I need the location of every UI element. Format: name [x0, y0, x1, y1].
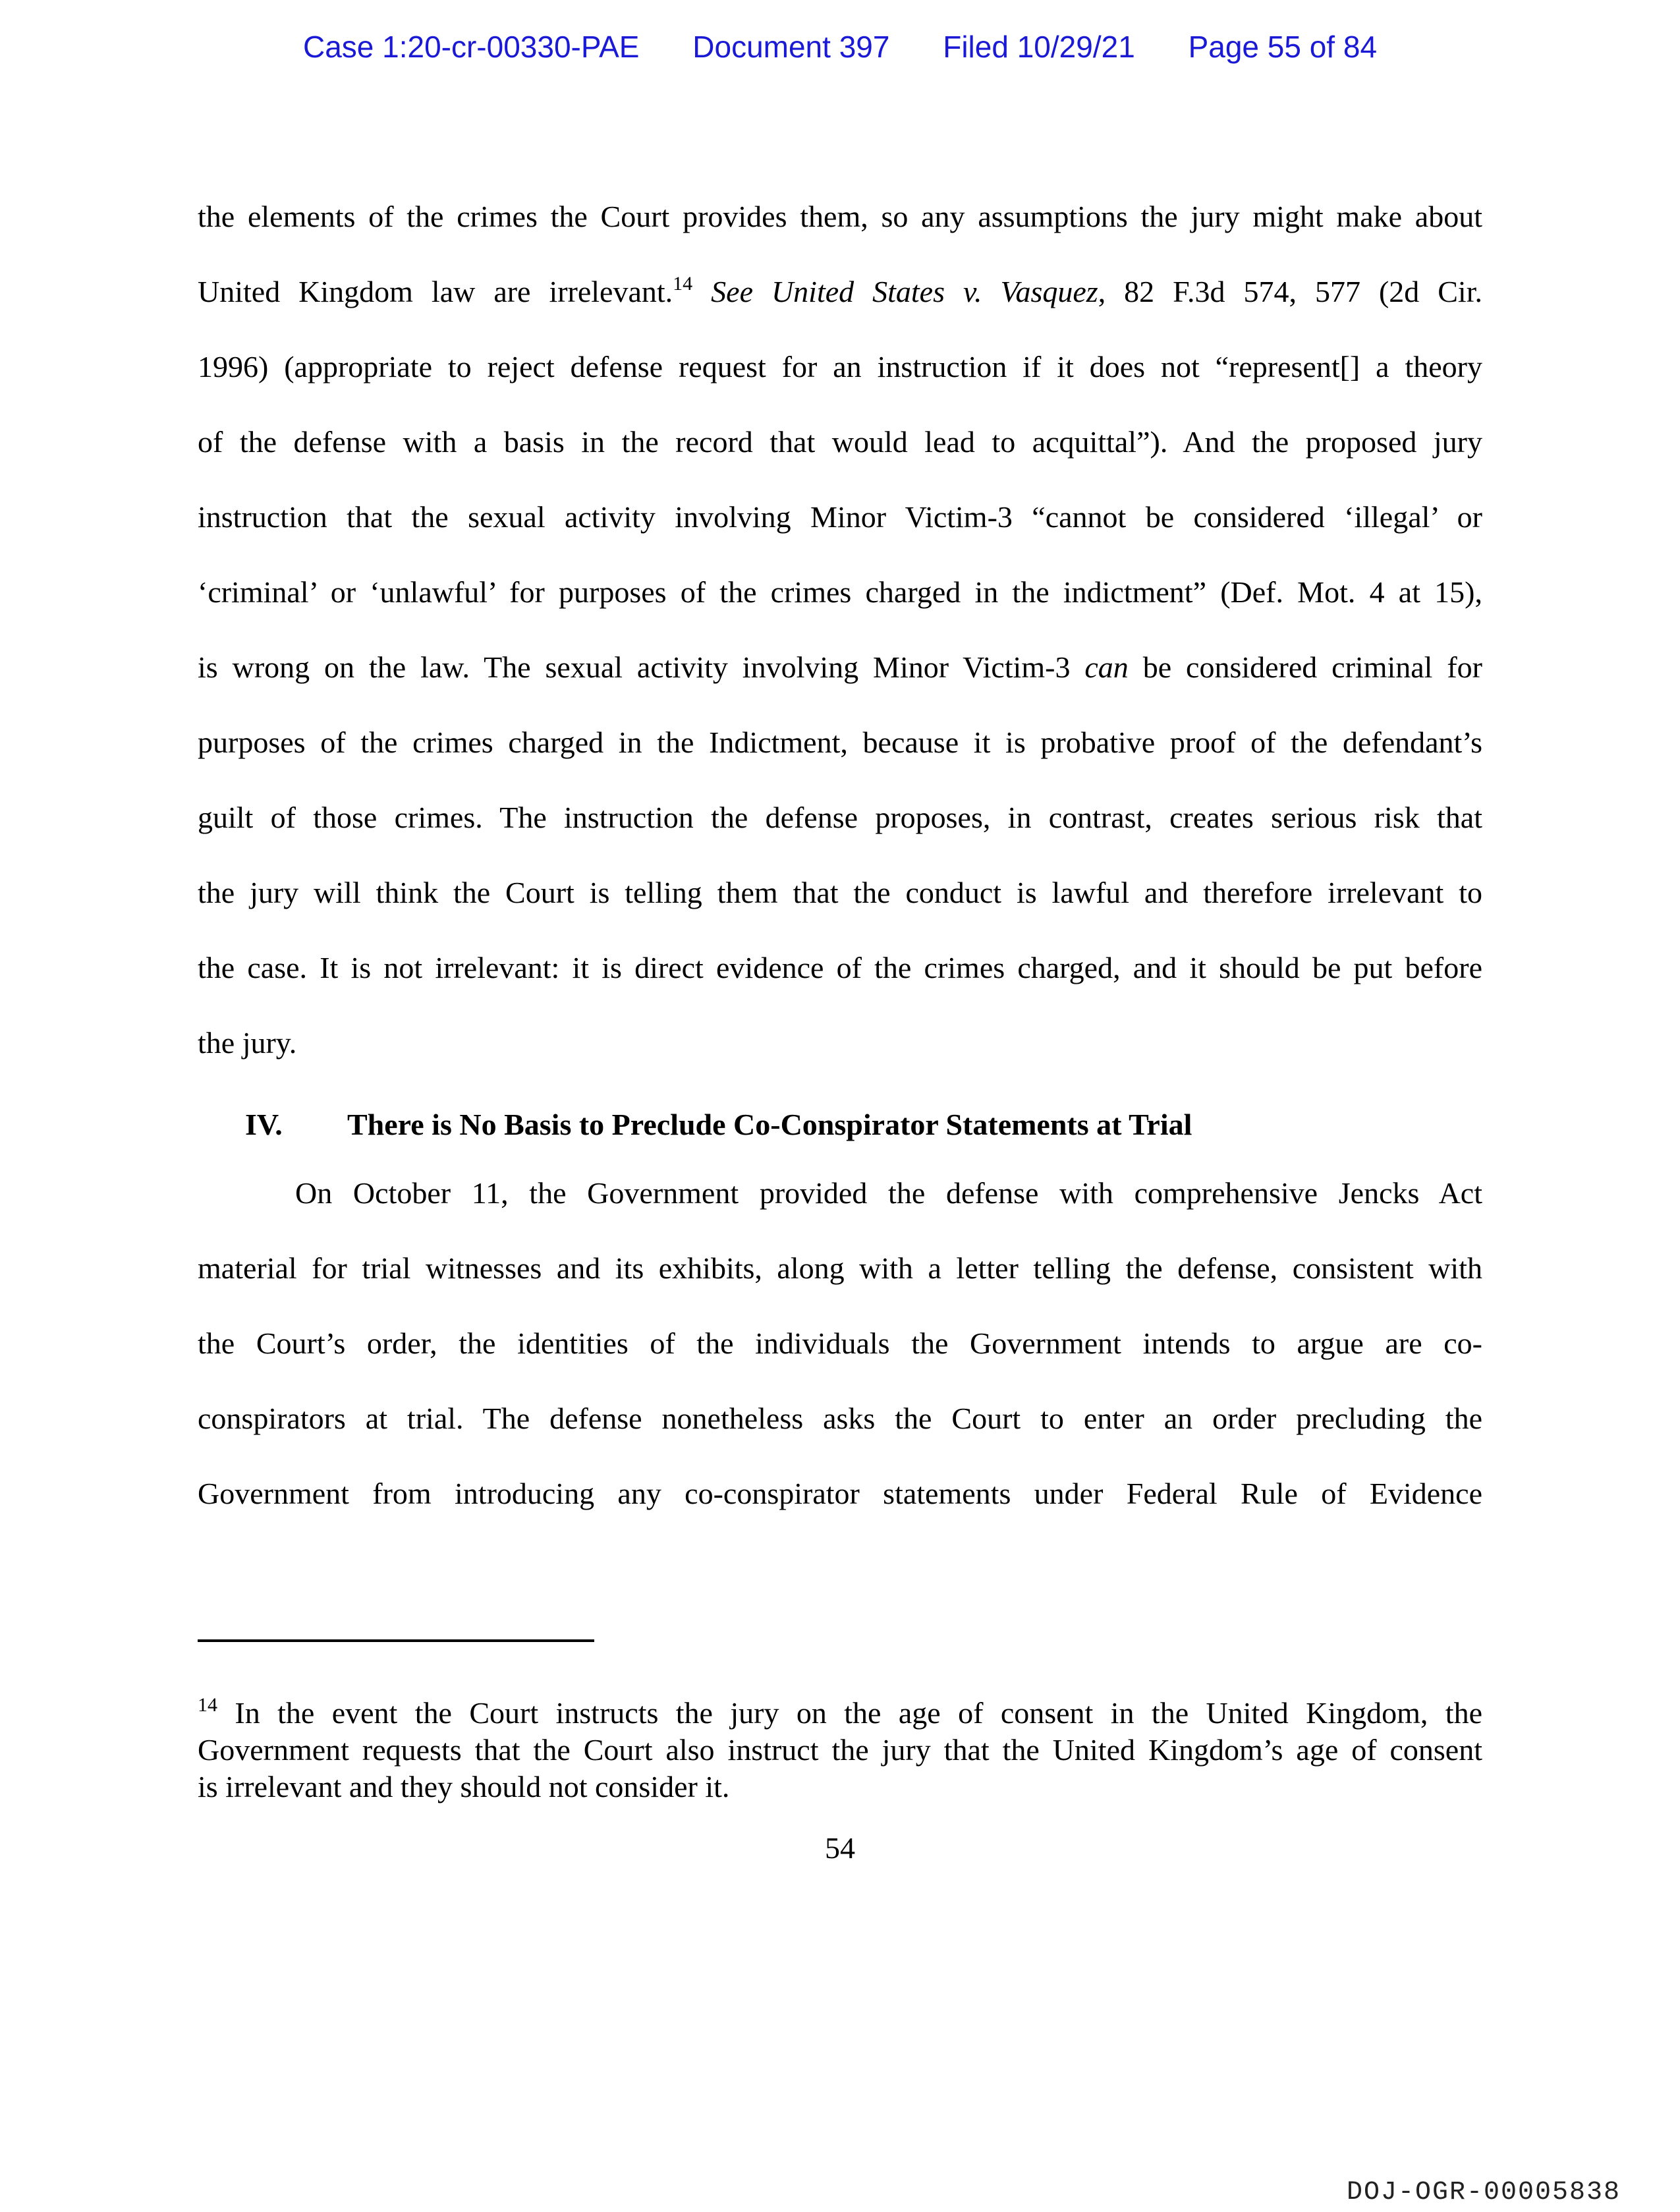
section-title: There is No Basis to Preclude Co-Conspirator Statements at Trial	[347, 1108, 1192, 1141]
text-line: material for trial witnesses and its exhibits, along with a letter telling the defense, consistent with	[198, 1251, 1482, 1285]
text-line: purposes of the crimes charged in the Indictment, because it is probative proof of the defendant’s	[198, 725, 1482, 759]
footnote-number: 14	[198, 1694, 217, 1716]
footnote-divider	[198, 1639, 594, 1642]
text-line: the jury will think the Court is telling them that the conduct is lawful and therefore irrelevant to	[198, 876, 1482, 909]
text-line: the Court’s order, the identities of the individuals the Government intends to argue are co-	[198, 1326, 1482, 1360]
filed-date: Filed 10/29/21	[943, 30, 1135, 64]
footnote-14	[198, 1695, 1482, 1805]
case-header	[0, 29, 1680, 65]
text-line: the case. It is not irrelevant: it is direct evidence of the crimes charged, and it should be put before	[198, 951, 1482, 984]
document-number: Document 397	[692, 30, 890, 64]
text-line: the elements of the crimes the Court provides them, so any assumptions the jury might make about	[198, 200, 1482, 233]
footnote-line: Government requests that the Court also instruct the jury that the United Kingdom’s age of consent	[198, 1733, 1482, 1767]
text-line: On October 11, the Government provided the defense with comprehensive Jencks Act	[295, 1176, 1482, 1210]
emphasis: can	[1084, 650, 1129, 684]
page-count: Page 55 of 84	[1188, 30, 1378, 64]
text-line: 1996) (appropriate to reject defense request for an instruction if it does not “represent[] a theory	[198, 350, 1482, 383]
page-number: 54	[825, 1831, 855, 1865]
bates-number: DOJ-OGR-00005838	[1346, 2178, 1621, 2207]
footnote-line: is irrelevant and they should not consider it.	[198, 1770, 730, 1803]
text-line: instruction that the sexual activity involving Minor Victim-3 “cannot be considered ‘illegal’ or	[198, 500, 1482, 534]
section-heading	[245, 1107, 1192, 1142]
text-line: of the defense with a basis in the record that would lead to acquittal”). And the proposed jury	[198, 425, 1482, 459]
section-number: IV.	[245, 1108, 283, 1141]
footnote-line: $^{14}$ In the event the Court instructs the jury on the age of consent in the United Kingdom, the	[198, 1694, 1482, 1730]
case-number: Case 1:20-cr-00330-PAE	[302, 30, 640, 64]
text-line: is wrong on the law. The sexual activity involving Minor Victim-3 can be considered criminal for	[198, 650, 1483, 684]
text-line: ‘criminal’ or ‘unlawful’ for purposes of the crimes charged in the indictment” (Def. Mot. 4 at 15),	[198, 575, 1482, 609]
footnote-reference: 14	[673, 273, 693, 295]
case-citation: See United States v. Vasquez	[692, 275, 1098, 308]
text-line: the jury.	[198, 1026, 297, 1060]
text-line: conspirators at trial. The defense nonetheless asks the Court to enter an order precluding the	[198, 1402, 1482, 1435]
text-line: guilt of those crimes. The instruction the defense proposes, in contrast, creates serious risk that	[198, 801, 1482, 834]
text-line: United Kingdom law are irrelevant.$^{14}$ See United States v. Vasquez, 82 F.3d 574, 577 (2d Cir.	[198, 273, 1482, 308]
text-line: Government from introducing any co-conspirator statements under Federal Rule of Evidence	[198, 1477, 1482, 1510]
